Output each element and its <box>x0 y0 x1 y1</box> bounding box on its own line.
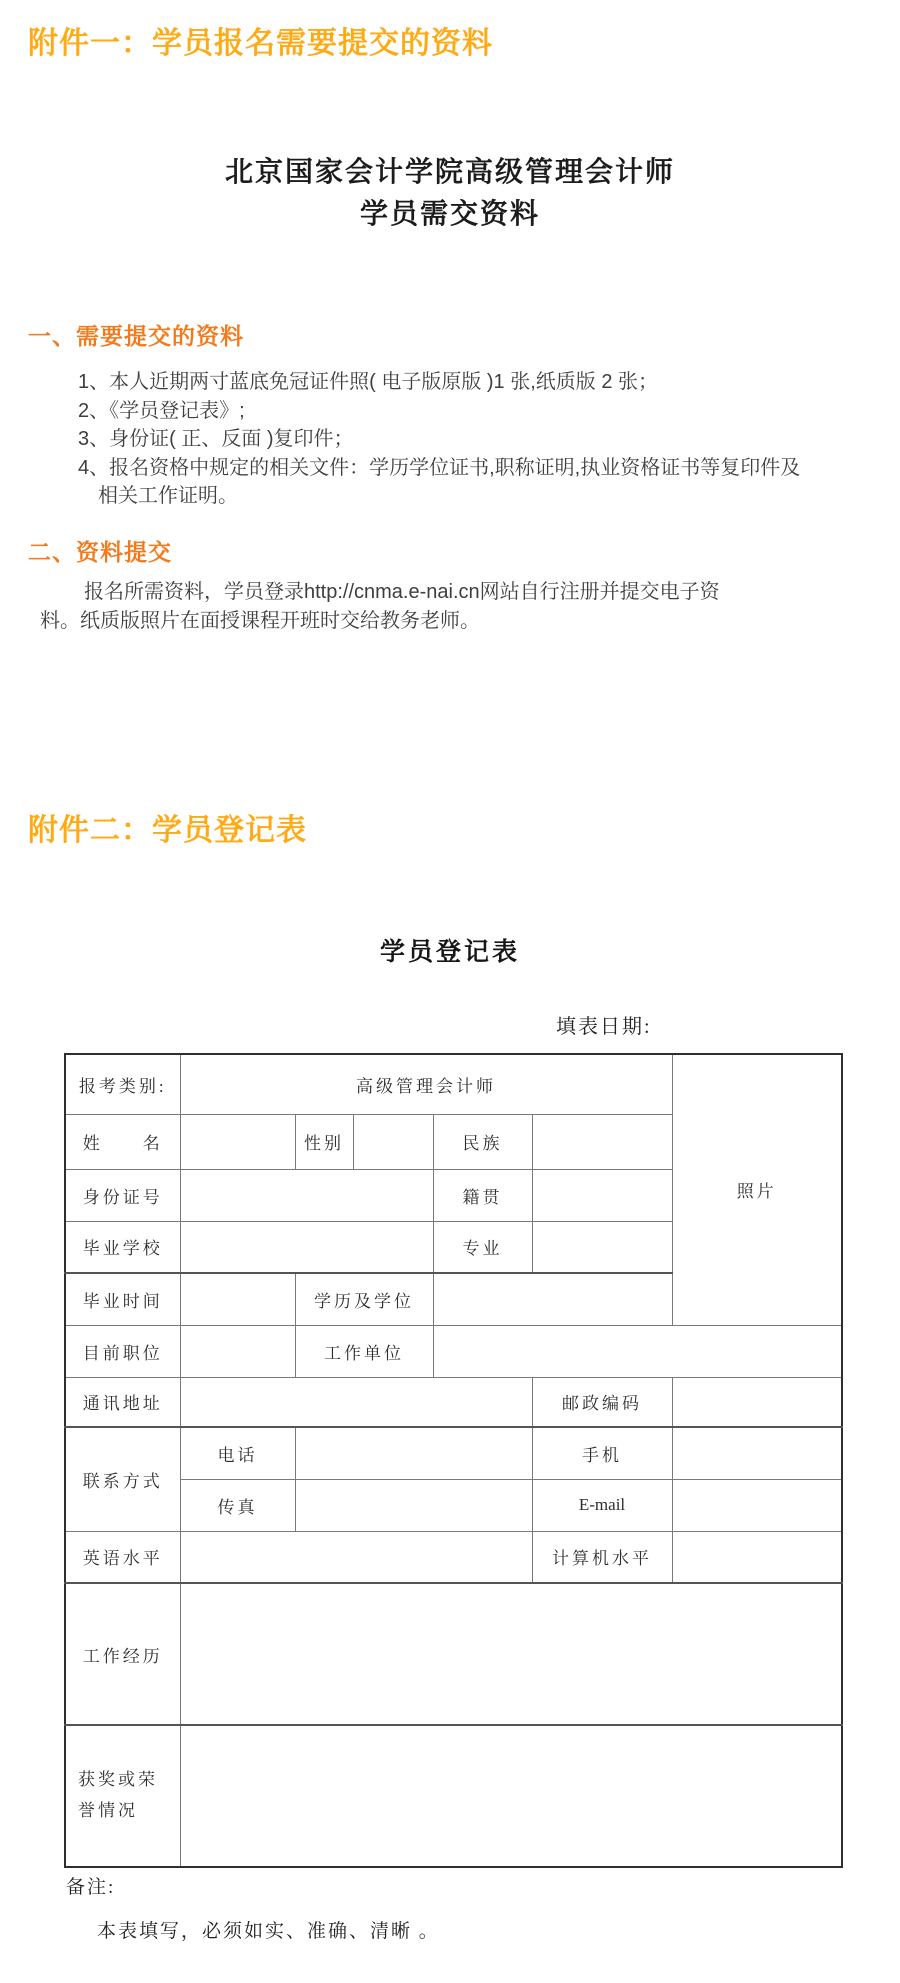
awards-label: 获奖或荣誉情况 <box>65 1725 180 1867</box>
section1-heading: 一、需要提交的资料 <box>28 323 244 349</box>
contact-label: 联系方式 <box>65 1427 180 1531</box>
address-label: 通讯地址 <box>65 1377 180 1427</box>
notes-text: 本表填写，必须如实、准确、清晰 。 <box>97 1921 440 1942</box>
english-level-input-cell[interactable] <box>180 1531 532 1583</box>
phone-input-cell[interactable] <box>295 1427 532 1479</box>
fill-date-label: 填表日期: <box>556 1016 652 1038</box>
attachment1-heading: 附件一：学员报名需要提交的资料 <box>28 27 493 60</box>
ethnicity-label: 民族 <box>433 1114 532 1169</box>
address-input-cell[interactable] <box>180 1377 532 1427</box>
registration-form-table <box>64 1053 843 1868</box>
degree-input-cell[interactable] <box>433 1273 672 1325</box>
list-item-registration-form: 2、《学员登记表》; <box>78 399 245 422</box>
document-title <box>0 152 900 236</box>
document-title-line2: 学员需交资料 <box>359 199 540 230</box>
table-row <box>65 1725 842 1867</box>
employer-label: 工作单位 <box>295 1325 433 1377</box>
computer-level-label: 计算机水平 <box>532 1531 672 1583</box>
native-place-input-cell[interactable] <box>532 1169 672 1221</box>
section2-heading: 二、资料提交 <box>28 539 172 565</box>
school-label: 毕业学校 <box>65 1221 180 1273</box>
computer-level-input-cell[interactable] <box>672 1531 842 1583</box>
table-row <box>65 1479 842 1531</box>
graduation-time-label: 毕业时间 <box>65 1273 180 1325</box>
submission-paragraph-line2: 料。纸质版照片在面授课程开班时交给教务老师。 <box>40 610 480 632</box>
notes-label: 备注: <box>66 1877 116 1898</box>
email-label: E-mail <box>532 1479 672 1531</box>
mobile-input-cell[interactable] <box>672 1427 842 1479</box>
materials-list <box>78 368 812 511</box>
list-item-qualification-docs: 4、报名资格中规定的相关文件：学历学位证书,职称证明,执业资格证书等复印件及相关工作证明。 <box>78 456 801 507</box>
position-input-cell[interactable] <box>180 1325 295 1377</box>
postal-code-input-cell[interactable] <box>672 1377 842 1427</box>
phone-label: 电话 <box>180 1427 295 1479</box>
gender-label: 性别 <box>295 1114 353 1169</box>
table-row <box>65 1583 842 1725</box>
major-input-cell[interactable] <box>532 1221 672 1273</box>
name-input-cell[interactable] <box>180 1114 295 1169</box>
postal-code-label: 邮政编码 <box>532 1377 672 1427</box>
name-label: 姓 名 <box>65 1114 180 1169</box>
work-experience-label: 工作经历 <box>65 1583 180 1725</box>
gender-input-cell[interactable] <box>353 1114 433 1169</box>
major-label: 专业 <box>433 1221 532 1273</box>
document-title-line1: 北京国家会计学院高级管理会计师 <box>224 157 675 188</box>
list-item-id-copy: 3、身份证( 正、反面 )复印件； <box>78 428 354 450</box>
attachment2-heading: 附件二：学员登记表 <box>28 814 307 847</box>
native-place-label: 籍贯 <box>433 1169 532 1221</box>
degree-label: 学历及学位 <box>295 1273 433 1325</box>
photo-cell: 照片 <box>672 1054 842 1325</box>
fax-label: 传真 <box>180 1479 295 1531</box>
table-row <box>65 1531 842 1583</box>
awards-input-cell[interactable] <box>180 1725 842 1867</box>
position-label: 目前职位 <box>65 1325 180 1377</box>
id-number-label: 身份证号 <box>65 1169 180 1221</box>
mobile-label: 手机 <box>532 1427 672 1479</box>
submission-paragraph-line1: 报名所需资料，学员登录http://cnma.e-nai.cn网站自行注册并提交电子资 <box>84 581 720 603</box>
list-item-photo: 1、本人近期两寸蓝底免冠证件照( 电子版原版 )1 张,纸质版 2 张； <box>78 371 659 393</box>
school-input-cell[interactable] <box>180 1221 433 1273</box>
table-row <box>65 1054 842 1114</box>
id-number-input-cell[interactable] <box>180 1169 433 1221</box>
ethnicity-input-cell[interactable] <box>532 1114 672 1169</box>
employer-input-cell[interactable] <box>433 1325 842 1377</box>
table-row <box>65 1427 842 1479</box>
table-row <box>65 1377 842 1427</box>
email-input-cell[interactable] <box>672 1479 842 1531</box>
category-value-cell: 高级管理会计师 <box>180 1054 672 1114</box>
english-level-label: 英语水平 <box>65 1531 180 1583</box>
submission-paragraph <box>40 578 870 636</box>
registration-form-title: 学员登记表 <box>379 939 520 966</box>
category-label: 报考类别: <box>65 1054 180 1114</box>
work-experience-input-cell[interactable] <box>180 1583 842 1725</box>
graduation-time-input-cell[interactable] <box>180 1273 295 1325</box>
table-row <box>65 1325 842 1377</box>
fax-input-cell[interactable] <box>295 1479 532 1531</box>
